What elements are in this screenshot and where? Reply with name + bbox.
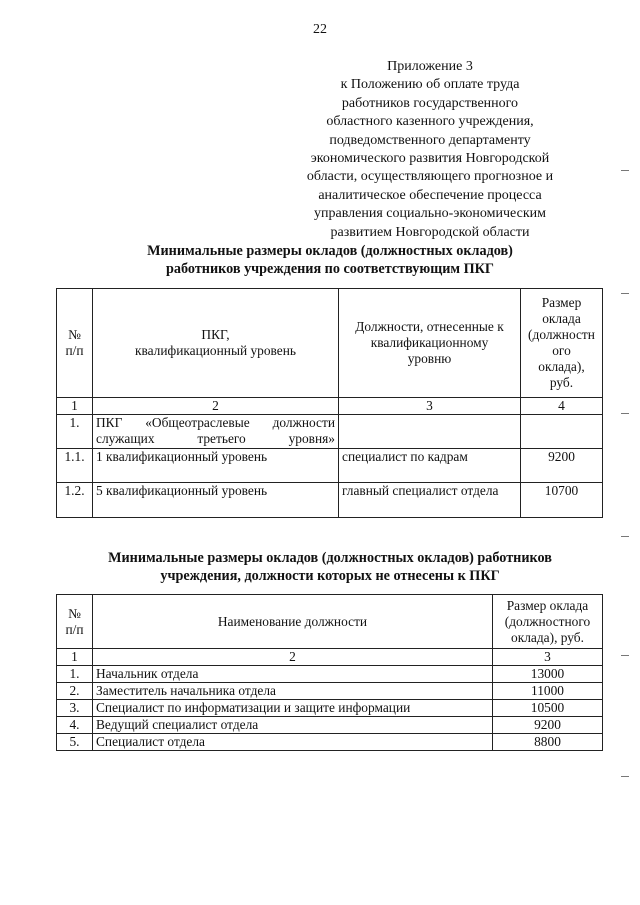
row-salary: 9200 xyxy=(493,717,603,734)
table2-title xyxy=(60,549,600,585)
table-header-row xyxy=(57,595,603,649)
row-salary: 8800 xyxy=(493,734,603,751)
row-positions: специалист по кадрам xyxy=(339,449,521,483)
appendix-line: Приложение 3 xyxy=(387,59,473,74)
header-salary: Размер оклада (должностн ого оклада), руб. xyxy=(521,289,603,398)
row-salary: 10700 xyxy=(521,483,603,518)
col-number: 4 xyxy=(521,398,603,415)
col-number: 2 xyxy=(93,398,339,415)
appendix-line: экономического развития Новгородской xyxy=(310,151,550,167)
row-num: 1.1. xyxy=(57,449,93,483)
scan-edge-mark xyxy=(621,170,629,171)
title-line: работников учреждения по соответствующим ПКГ xyxy=(166,261,494,277)
scan-edge-mark xyxy=(621,655,629,656)
header-num: № п/п xyxy=(57,289,93,398)
appendix-line: работников государственного xyxy=(341,95,519,111)
row-num: 1. xyxy=(57,415,93,449)
scan-edge-mark xyxy=(621,293,629,294)
appendix-line: аналитическое обеспечение процесса xyxy=(318,187,542,203)
appendix-line: областного казенного учреждения, xyxy=(326,114,534,130)
table-header-row xyxy=(57,289,603,398)
row-num: 4. xyxy=(57,717,93,734)
appendix-line: подведомственного департаменту xyxy=(329,132,531,148)
appendix-line: управления социально-экономическим xyxy=(314,206,546,222)
row-name: Специалист по информатизации и защите информации xyxy=(93,700,493,717)
title-line: учреждения, должности которых не отнесены к ПКГ xyxy=(160,568,500,584)
table-row xyxy=(57,734,603,751)
table-row xyxy=(57,415,603,449)
row-positions: главный специалист отдела xyxy=(339,483,521,518)
header-name: Наименование должности xyxy=(93,595,493,649)
table-row xyxy=(57,483,603,518)
non-pkg-salary-table xyxy=(56,594,603,751)
row-pkg: 5 квалификационный уровень xyxy=(93,483,339,518)
scan-edge-mark xyxy=(621,776,629,777)
table-row xyxy=(57,700,603,717)
header-salary: Размер оклада (должностного оклада), руб. xyxy=(493,595,603,649)
row-salary: 10500 xyxy=(493,700,603,717)
row-positions xyxy=(339,415,521,449)
row-pkg: ПКГ «Общеотраслевые должности служащих третьего уровня» xyxy=(93,415,339,449)
col-number: 2 xyxy=(93,649,493,666)
pkg-salary-table xyxy=(56,288,603,518)
table-row xyxy=(57,666,603,683)
table-row xyxy=(57,683,603,700)
title-line: Минимальные размеры окладов (должностных окладов) работников xyxy=(108,550,552,566)
header-positions: Должности, отнесенные к квалификационному уровню xyxy=(339,289,521,398)
row-num: 1.2. xyxy=(57,483,93,518)
row-salary: 13000 xyxy=(493,666,603,683)
row-num: 2. xyxy=(57,683,93,700)
row-name: Ведущий специалист отдела xyxy=(93,717,493,734)
row-salary: 9200 xyxy=(521,449,603,483)
column-number-row xyxy=(57,649,603,666)
row-name: Заместитель начальника отдела xyxy=(93,683,493,700)
col-number: 3 xyxy=(493,649,603,666)
row-num: 1. xyxy=(57,666,93,683)
appendix-line: развитием Новгородской области xyxy=(330,224,530,240)
row-num: 5. xyxy=(57,734,93,751)
scan-edge-mark xyxy=(621,413,629,414)
appendix-line: к Положению об оплате труда xyxy=(340,77,520,93)
column-number-row xyxy=(57,398,603,415)
col-number: 1 xyxy=(57,398,93,415)
row-pkg: 1 квалификационный уровень xyxy=(93,449,339,483)
row-salary xyxy=(521,415,603,449)
header-num: № п/п xyxy=(57,595,93,649)
table-row xyxy=(57,717,603,734)
col-number: 1 xyxy=(57,649,93,666)
row-num: 3. xyxy=(57,700,93,717)
scan-edge-mark xyxy=(621,536,629,537)
row-name: Начальник отдела xyxy=(93,666,493,683)
col-number: 3 xyxy=(339,398,521,415)
appendix-line: области, осуществляющего прогнозное и xyxy=(306,169,554,185)
table1-title xyxy=(60,242,600,278)
row-name: Специалист отдела xyxy=(93,734,493,751)
header-pkg: ПКГ, квалификационный уровень xyxy=(93,289,339,398)
page-number: 22 xyxy=(313,22,327,37)
row-salary: 11000 xyxy=(493,683,603,700)
title-line: Минимальные размеры окладов (должностных окладов) xyxy=(147,243,513,259)
table-row xyxy=(57,449,603,483)
appendix-header xyxy=(300,58,560,242)
